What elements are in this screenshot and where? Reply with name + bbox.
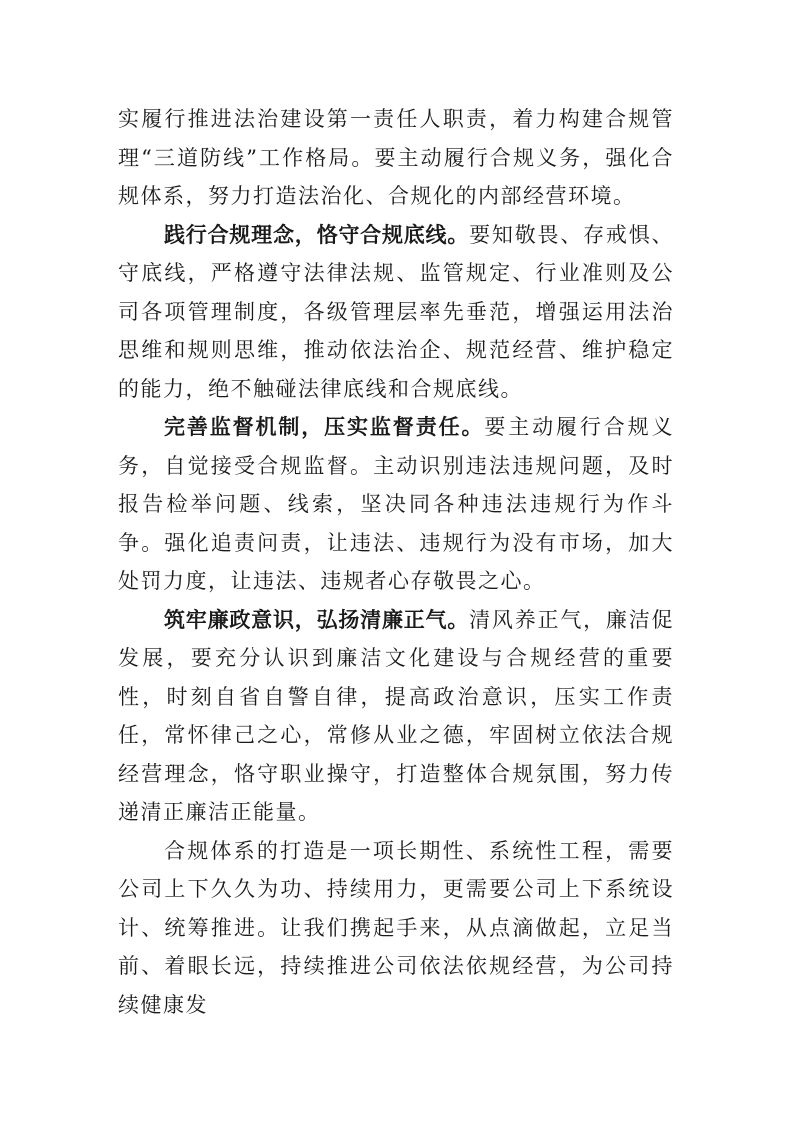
paragraph-compliance-concept — [118, 216, 674, 409]
paragraph-text: 实履行推进法治建设第一责任人职责，着力构建合规管理“三道防线”工作格局。要主动履行合规义务，强化合规体系，努力打造法治化、合规化的内部经营环境。 — [118, 107, 674, 208]
paragraph-heading: 筑牢廉政意识，弘扬清廉正气。 — [164, 606, 470, 632]
paragraph-intro — [118, 100, 674, 216]
paragraph-text: 要主动履行合规义务，自觉接受合规监督。主动识别违法违规问题，及时报告检举问题、线索，坚决同各种违法违规行为作斗争。强化追责问责，让违法、违规行为没有市场，加大处罚力度，让违法、违规者心存敬畏之心。 — [118, 415, 675, 593]
paragraph-heading: 践行合规理念，恪守合规底线。 — [164, 221, 470, 247]
paragraph-integrity — [118, 601, 674, 832]
document-body — [118, 100, 674, 1024]
paragraph-text: 合规体系的打造是一项长期性、系统性工程，需要公司上下久久为功、持续用力，更需要公司上下系统设计、统筹推进。让我们携起手来，从点滴做起，立足当前、着眼长远，持续推进公司依法依规经营，为公司持续健康发 — [118, 838, 674, 1017]
paragraph-conclusion — [118, 832, 674, 1025]
paragraph-supervision — [118, 408, 674, 601]
paragraph-text: 要知敬畏、存戒惧、守底线，严格遵守法律法规、监管规定、行业准则及公司各项管理制度，各级管理层率先垂范，增强运用法治思维和规则思维，推动依法治企、规范经营、维护稳定的能力，绝不触碰法律底线和合规底线。 — [118, 222, 675, 401]
paragraph-heading: 完善监督机制，压实监督责任。 — [164, 414, 485, 439]
paragraph-text: 清风养正气，廉洁促发展，要充分认识到廉洁文化建设与合规经营的重要性，时刻自省自警自律，提高政治意识，压实工作责任，常怀律己之心，常修从业之德，牢固树立依法合规经营理念，恪守职业操守，打造整体合规氛围，努力传递清正廉洁正能量。 — [118, 607, 675, 824]
